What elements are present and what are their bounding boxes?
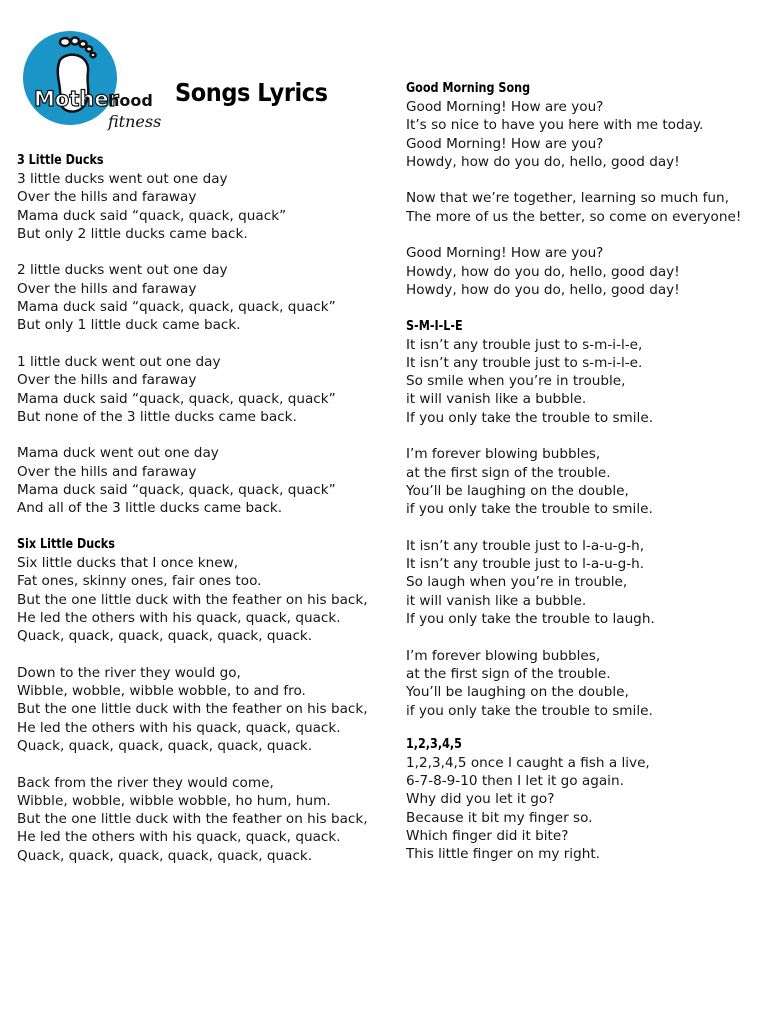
stanza: [17, 261, 382, 334]
lyric-line: But the one little duck with the feather on his back,: [17, 811, 368, 828]
lyric-line: You’ll be laughing on the double,: [406, 684, 629, 701]
lyric-line: Over the hills and faraway: [17, 463, 197, 480]
lyric-line: Fat ones, skinny ones, fair ones too.: [17, 573, 262, 590]
lyric-line: It isn’t any trouble just to l-a-u-g-h.: [406, 556, 645, 573]
lyric-line: Good Morning! How are you?: [406, 99, 604, 115]
lyric-line: at the first sign of the trouble.: [406, 665, 611, 682]
lyric-line: Over the hills and faraway: [17, 189, 197, 206]
lyric-line: 6-7-8-9-10 then I let it go again.: [406, 773, 624, 790]
lyric-line: it will vanish like a bubble.: [406, 592, 587, 609]
svg-text:fitness: fitness: [108, 112, 162, 131]
lyric-line: Over the hills and faraway: [17, 280, 197, 297]
lyric-line: So laugh when you’re in trouble,: [406, 574, 628, 591]
right-column: [406, 80, 768, 882]
lyric-line: it will vanish like a bubble.: [406, 391, 587, 408]
lyric-line: Mama duck said “quack, quack, quack, quack”: [17, 482, 336, 499]
lyric-line: I’m forever blowing bubbles,: [406, 446, 601, 463]
stanza: [406, 244, 768, 299]
song-six-little-ducks: [17, 536, 382, 865]
lyric-line: Howdy, how do you do, hello, good day!: [406, 153, 680, 170]
lyric-line: But none of the 3 little ducks came back.: [17, 408, 297, 425]
motherhood-fitness-logo: [20, 30, 165, 134]
lyric-line: He led the others with his quack, quack, quack.: [17, 829, 341, 846]
lyric-line: So smile when you’re in trouble,: [406, 373, 626, 390]
lyric-line: at the first sign of the trouble.: [406, 464, 611, 481]
lyric-line: And all of the 3 little ducks came back.: [17, 500, 283, 517]
stanza: [17, 353, 382, 426]
lyric-line: Wibble, wobble, wibble wobble, to and fro.: [17, 683, 306, 700]
lyric-line: Quack, quack, quack, quack, quack, quack.: [17, 737, 313, 754]
song-3-little-ducks: [17, 152, 382, 518]
page-title: Songs Lyrics: [175, 78, 328, 107]
lyric-line: It’s so nice to have you here with me today.: [406, 117, 704, 134]
lyric-line: Quack, quack, quack, quack, quack, quack.: [17, 847, 313, 864]
svg-text:Mother: Mother: [34, 87, 119, 111]
footprint-icon: [20, 30, 165, 134]
song-s-m-i-l-e: [406, 318, 768, 720]
stanza: [406, 445, 768, 518]
lyric-line: Over the hills and faraway: [17, 372, 197, 389]
lyric-line: Mama duck said “quack, quack, quack”: [17, 207, 287, 224]
lyric-line: if you only take the trouble to smile.: [406, 702, 653, 719]
stanza: [17, 554, 382, 645]
lyric-line: Six little ducks that I once knew,: [17, 554, 239, 571]
stanza: [406, 189, 768, 226]
lyric-line: Which finger did it bite?: [406, 827, 569, 844]
lyric-line: You’ll be laughing on the double,: [406, 482, 629, 499]
lyric-line: But only 1 little duck came back.: [17, 317, 241, 334]
lyric-line: Why did you let it go?: [406, 791, 555, 808]
lyric-line: 1,2,3,4,5 once I caught a fish a live,: [406, 754, 650, 771]
svg-text:hood: hood: [108, 91, 153, 110]
lyric-line: Mama duck went out one day: [17, 445, 219, 462]
lyric-line: Wibble, wobble, wibble wobble, ho hum, hum.: [17, 792, 331, 809]
lyric-line: If you only take the trouble to laugh.: [406, 611, 655, 628]
lyric-line: But the one little duck with the feather on his back,: [17, 591, 368, 608]
lyric-line: But the one little duck with the feather on his back,: [17, 701, 368, 718]
stanza: [17, 170, 382, 243]
lyric-line: But only 2 little ducks came back.: [17, 225, 248, 242]
lyric-line: If you only take the trouble to smile.: [406, 409, 654, 426]
lyric-line: I’m forever blowing bubbles,: [406, 647, 601, 664]
lyric-line: The more of us the better, so come on everyone!: [406, 208, 742, 225]
stanza: [406, 754, 768, 864]
stanza: [17, 774, 382, 865]
song-title: Good Morning Song: [406, 81, 531, 96]
lyric-line: Mama duck said “quack, quack, quack, quack”: [17, 299, 336, 316]
stanza: [406, 647, 768, 720]
lyric-line: 1 little duck went out one day: [17, 353, 221, 370]
stanza: [17, 444, 382, 517]
lyric-line: This little finger on my right.: [406, 846, 600, 863]
song-title: Six Little Ducks: [17, 536, 115, 552]
lyric-line: Howdy, how do you do, hello, good day!: [406, 263, 680, 280]
lyric-line: It isn’t any trouble just to l-a-u-g-h,: [406, 537, 645, 554]
song-title: 1,2,3,4,5: [406, 736, 462, 752]
stanza: [406, 336, 768, 427]
lyric-line: It isn’t any trouble just to s-m-i-l-e.: [406, 354, 643, 371]
lyric-line: He led the others with his quack, quack, quack.: [17, 719, 341, 736]
lyric-line: Mama duck said “quack, quack, quack, quack”: [17, 390, 336, 407]
lyric-line: Quack, quack, quack, quack, quack, quack.: [17, 628, 313, 645]
lyric-line: 2 little ducks went out one day: [17, 262, 228, 279]
stanza: [406, 98, 768, 171]
lyric-line: He led the others with his quack, quack, quack.: [17, 609, 341, 626]
song-title: 3 Little Ducks: [17, 153, 104, 168]
lyric-line: 3 little ducks went out one day: [17, 171, 228, 187]
lyric-line: Back from the river they would come,: [17, 774, 274, 791]
lyric-line: if you only take the trouble to smile.: [406, 501, 653, 518]
lyric-line: Because it bit my finger so.: [406, 809, 593, 826]
song-1-2-3-4-5: [406, 736, 768, 864]
song-good-morning-song: [406, 80, 768, 299]
lyric-line: Now that we’re together, learning so much fun,: [406, 190, 729, 207]
lyric-line: Down to the river they would go,: [17, 664, 241, 681]
lyric-line: It isn’t any trouble just to s-m-i-l-e,: [406, 336, 643, 353]
song-title: S-M-I-L-E: [406, 318, 463, 334]
left-column: [17, 152, 382, 883]
stanza: [17, 664, 382, 755]
lyric-line: Good Morning! How are you?: [406, 135, 604, 152]
lyric-line: Howdy, how do you do, hello, good day!: [406, 281, 680, 298]
lyric-line: Good Morning! How are you?: [406, 245, 604, 262]
stanza: [406, 537, 768, 628]
